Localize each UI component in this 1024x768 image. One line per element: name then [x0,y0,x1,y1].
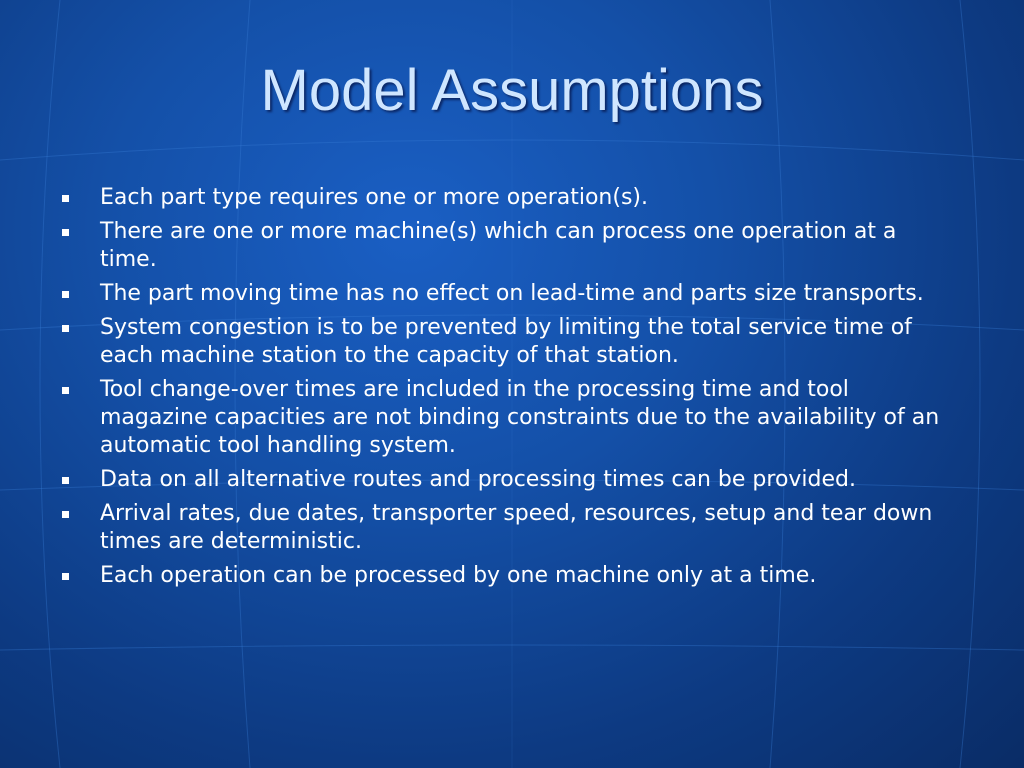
bullet-item [58,314,958,370]
square-bullet-icon [62,387,69,394]
bullet-text: Arrival rates, due dates, transporter speed, resources, setup and tear down times are deterministic. [100,501,933,554]
bullet-item [58,500,958,556]
slide-title: Model Assumptions [260,58,764,123]
square-bullet-icon [62,325,69,332]
square-bullet-icon [62,229,69,236]
bullet-item [58,280,958,308]
bullet-text: There are one or more machine(s) which can process one operation at a time. [100,219,897,272]
square-bullet-icon [62,511,69,518]
bullet-item [58,184,958,212]
bullet-text: Each part type requires one or more operation(s). [100,185,648,210]
bullet-text: The part moving time has no effect on lead-time and parts size transports. [100,281,924,306]
bullet-text: Each operation can be processed by one machine only at a time. [100,563,817,588]
square-bullet-icon [62,573,69,580]
bullet-item [58,562,958,590]
square-bullet-icon [62,291,69,298]
bullet-item [58,376,958,460]
bullet-text: Tool change-over times are included in the processing time and tool magazine capacities are not binding constraints due to the availability of an automatic tool handling system. [100,377,940,458]
bullet-list [58,184,958,596]
bullet-text: System congestion is to be prevented by limiting the total service time of each machine station to the capacity of that station. [100,315,912,368]
square-bullet-icon [62,195,69,202]
bullet-text: Data on all alternative routes and processing times can be provided. [100,467,857,492]
bullet-item [58,466,958,494]
bullet-item [58,218,958,274]
square-bullet-icon [62,477,69,484]
